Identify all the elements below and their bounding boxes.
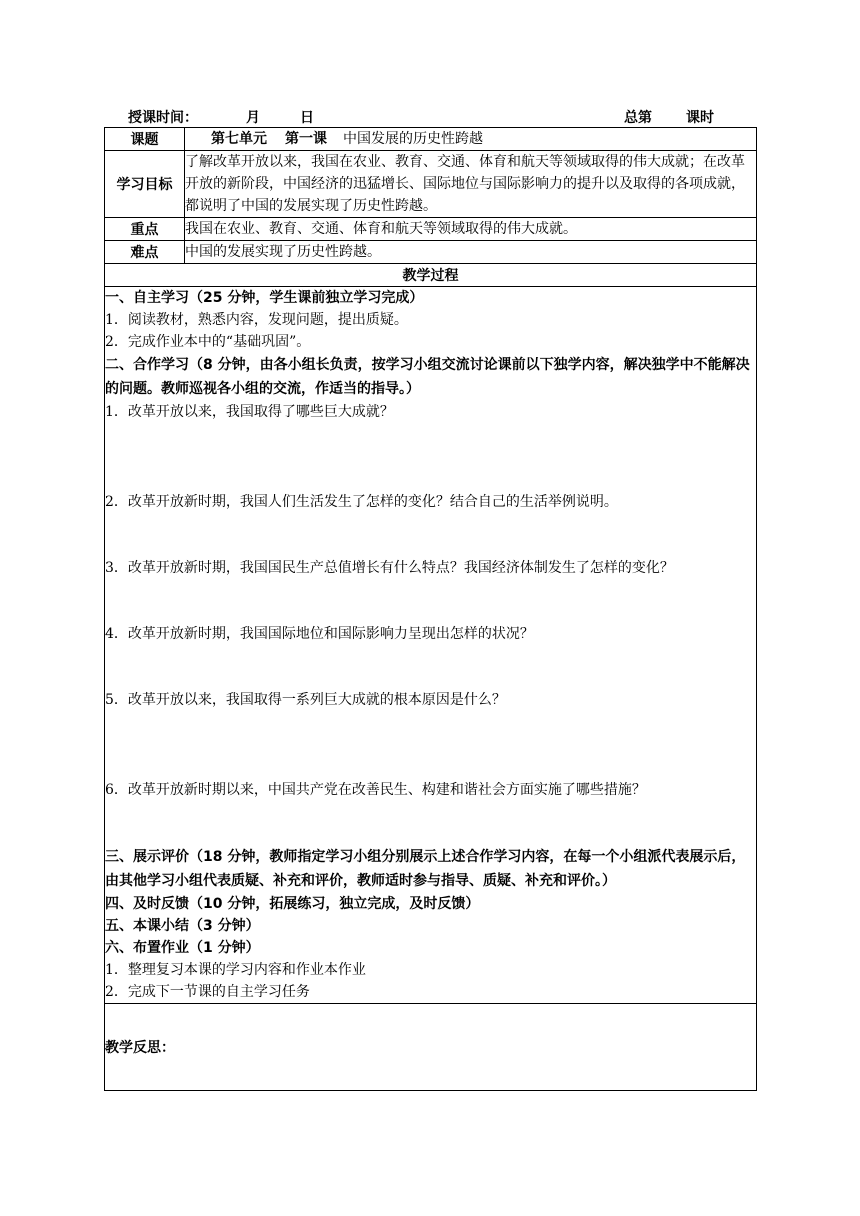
homework-item-2: 2．完成下一节课的自主学习任务	[105, 984, 310, 1000]
reflection-cell[interactable]	[105, 1004, 757, 1091]
homework-item-1: 1．整理复习本课的学习内容和作业本作业	[105, 962, 366, 978]
section-summary: 五、本课小结（3 分钟）	[105, 918, 260, 934]
process-title-row	[105, 264, 757, 287]
question-2: 2．改革开放新时期，我国人们生活发生了怎样的变化？结合自己的生活举例说明。	[105, 494, 618, 510]
topic-title: 中国发展的历史性跨越	[343, 131, 483, 147]
question-6: 6．改革开放新时期以来，中国共产党在改善民生、构建和谐社会方面实施了哪些措施？	[105, 782, 646, 798]
process-title: 教学过程	[105, 264, 757, 287]
difficulty-text: 中国的发展实现了历史性跨越。	[185, 241, 757, 264]
total-label: 总第	[624, 110, 652, 126]
topic-unit: 第七单元	[211, 131, 267, 147]
goal-text: 了解改革开放以来，我国在农业、教育、交通、体育和航天等领域取得的伟大成就；在改革开放的新阶段，中国经济的迅猛增长、国际地位与国际影响力的提升以及取得的各项成就，都说明了中国的发展实现了历史性跨越。	[185, 151, 757, 218]
day-label: 日	[300, 110, 314, 126]
key-row	[105, 218, 757, 241]
topic-row	[105, 128, 757, 151]
goal-label: 学习目标	[105, 151, 185, 218]
time-label: 授课时间：	[128, 110, 198, 126]
topic-value	[185, 128, 757, 151]
difficulty-row	[105, 241, 757, 264]
reflection-label: 教学反思：	[105, 1040, 175, 1056]
topic-label: 课题	[105, 128, 185, 151]
section-homework: 六、布置作业（1 分钟）	[105, 940, 260, 956]
self-study-item-2: 2．完成作业本中的“基础巩固”。	[105, 334, 311, 350]
process-row	[105, 287, 757, 1004]
section-self-study: 一、自主学习（25 分钟，学生课前独立学习完成）	[105, 290, 424, 306]
key-text: 我国在农业、教育、交通、体育和航天等领域取得的伟大成就。	[185, 218, 757, 241]
reflection-row	[105, 1004, 757, 1091]
question-3: 3．改革开放新时期，我国国民生产总值增长有什么特点？我国经济体制发生了怎样的变化？	[105, 560, 674, 576]
lesson-header	[104, 107, 756, 127]
section-cooperative-study: 二、合作学习（8 分钟，由各小组长负责，按学习小组交流讨论课前以下独学内容，解决独学中不能解决的问题。教师巡视各小组的交流，作适当的指导。）	[105, 357, 750, 397]
question-4: 4．改革开放新时期，我国国际地位和国际影响力呈现出怎样的状况？	[105, 626, 534, 642]
difficulty-label: 难点	[105, 241, 185, 264]
key-label: 重点	[105, 218, 185, 241]
month-label: 月	[246, 110, 260, 126]
self-study-item-1: 1．阅读教材，熟悉内容，发现问题，提出质疑。	[105, 312, 408, 328]
question-5: 5．改革开放以来，我国取得一系列巨大成就的根本原因是什么？	[105, 692, 506, 708]
lesson-count-label: 课时	[686, 110, 714, 126]
topic-lesson: 第一课	[285, 131, 327, 147]
process-content	[105, 287, 757, 1004]
goal-row	[105, 151, 757, 218]
lesson-plan-table	[104, 127, 757, 1091]
section-feedback: 四、及时反馈（10 分钟，拓展练习，独立完成，及时反馈）	[105, 896, 480, 912]
section-presentation: 三、展示评价（18 分钟，教师指定学习小组分别展示上述合作学习内容，在每一个小组派代表展示后，由其他学习小组代表质疑、补充和评价，教师适时参与指导、质疑、补充和评价。）	[105, 849, 746, 889]
question-1: 1．改革开放以来，我国取得了哪些巨大成就？	[105, 404, 394, 420]
